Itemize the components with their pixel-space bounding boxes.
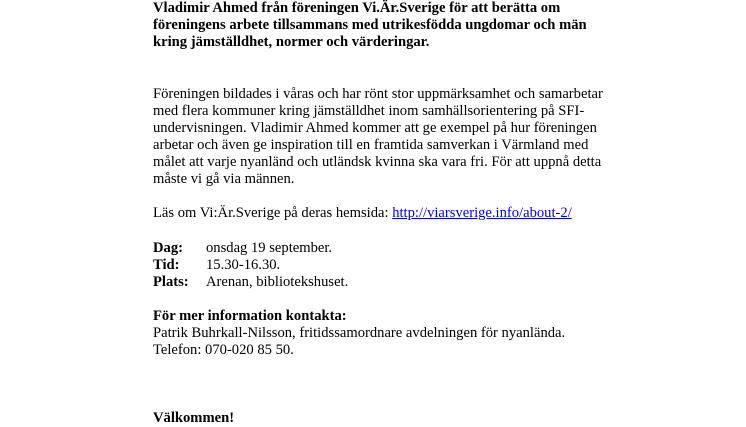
contact-section [153,308,623,359]
contact-line: Patrik Buhrkall-Nilsson, fritidssamordnare avdelningen för nyanlända. [153,325,566,341]
event-label: Plats: [153,274,189,290]
intro-paragraph [153,86,623,188]
website-prefix: Läs om Vi:Är.Sverige på deras hemsida: [153,205,393,221]
intro-line: Föreningen bildades i våras och har rönt stor uppmärksamhet och samarbetar [153,86,603,102]
event-value: Arenan, bibliotekshuset. [206,274,349,290]
intro-line: måste vi gå via männen. [153,171,295,187]
event-row-date [153,240,623,257]
website-link[interactable]: http://viarsverige.info/about-2/ [392,205,572,221]
event-label: Tid: [153,257,180,273]
intro-line: målet att varje nyanländ och utländsk kvinna ska vara fri. För att uppnå detta [153,154,602,170]
event-value: onsdag 19 september. [206,240,333,256]
event-row-place [153,274,623,291]
intro-line: undervisningen. Vladimir Ahmed kommer att ge exempel på hur föreningen [153,120,597,136]
intro-line: med flera kommuner kring jämställdhet inom samhällsorientering på SFI- [153,103,585,119]
event-label: Dag: [153,240,183,256]
document-heading: Vladimir Ahmed från föreningen Vi.Är.Sverige för att berätta om föreningens arbete tillsammans med utrikesfödda ungdomar och män kring jämställdhet, normer och värderingar. [153,0,587,50]
event-details [153,240,623,291]
event-value: 15.30-16.30. [206,257,281,273]
contact-heading: För mer information kontakta: [153,308,347,324]
event-row-time [153,257,623,274]
closing-text: Välkommen! [153,410,235,426]
website-paragraph [153,205,623,222]
intro-line: arbetar och även ge inspiration till en framtida samverkan i Värmland med [153,137,589,153]
contact-line: Telefon: 070-020 85 50. [153,342,294,358]
document-page [153,0,623,427]
